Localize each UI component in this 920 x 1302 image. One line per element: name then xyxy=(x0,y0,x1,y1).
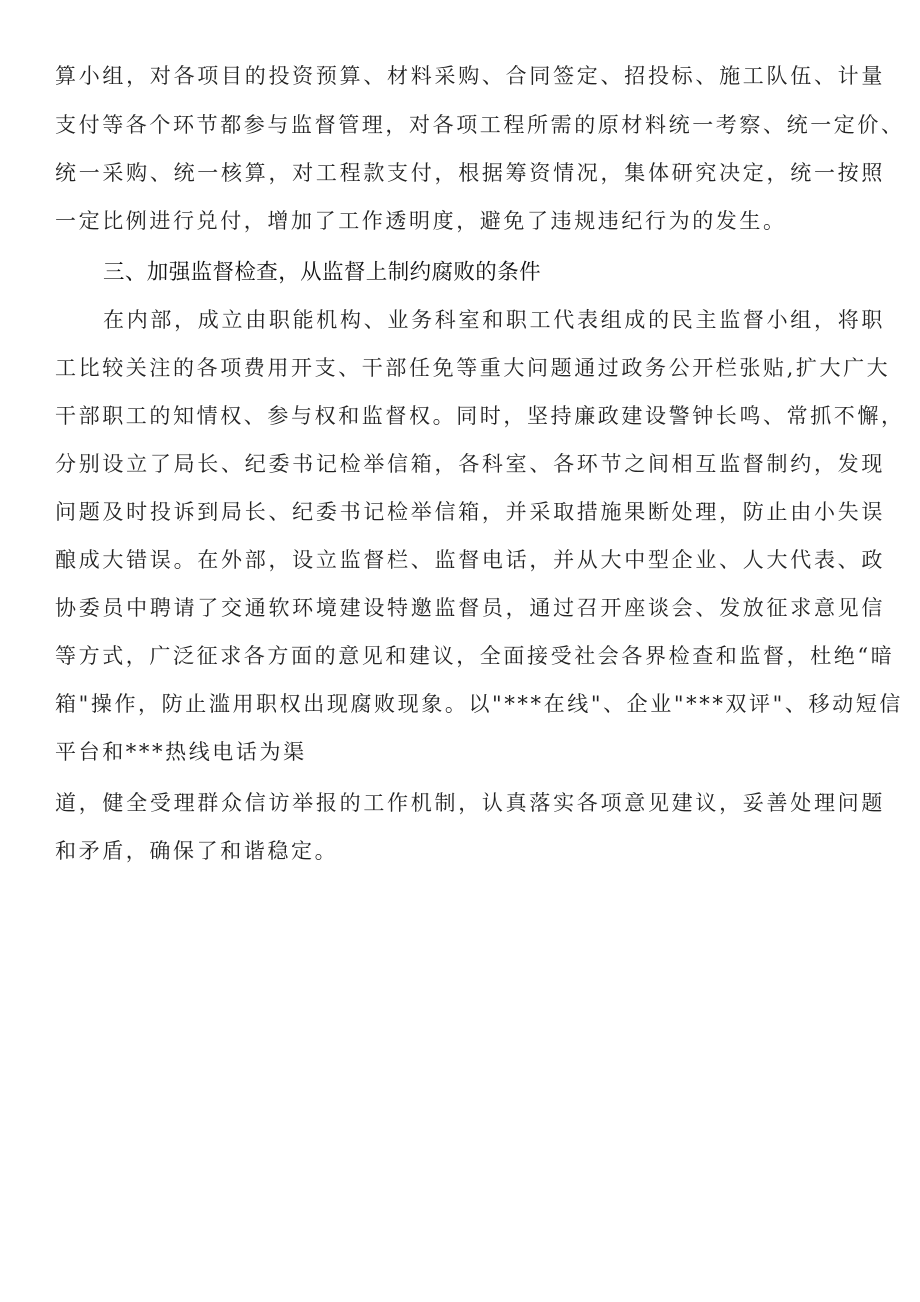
text-line: 平台和***热线电话为渠 xyxy=(55,740,307,764)
text-line: 统一采购、统一核算，对工程款支付，根据筹资情况，集体研究决定，统一按照 xyxy=(55,161,885,185)
text-line: 道，健全受理群众信访举报的工作机制，认真落实各项意见建议，妥善处理问题 xyxy=(55,791,885,815)
text-line: 在内部，成立由职能机构、业务科室和职工代表组成的民主监督小组，将职 xyxy=(103,308,885,332)
text-line: 干部职工的知情权、参与权和监督权。同时，坚持廉政建设警钟长鸣、常抓不懈， xyxy=(55,404,905,428)
text-line: 分别设立了局长、纪委书记检举信箱，各科室、各环节之间相互监督制约，发现 xyxy=(55,452,885,476)
text-line: 一定比例进行兑付，增加了工作透明度，避免了违规违纪行为的发生。 xyxy=(55,209,787,233)
text-line: 算小组，对各项目的投资预算、材料采购、合同签定、招投标、施工队伍、计量 xyxy=(55,64,885,88)
section-heading: 三、加强监督检查，从监督上制约腐败的条件 xyxy=(103,260,542,285)
text-line: 等方式，广泛征求各方面的意见和建议，全面接受社会各界检查和监督，杜绝“暗 xyxy=(55,644,895,668)
text-line: 箱"操作，防止滥用职权出现腐败现象。以"***在线"、企业"***双评"、移动短信 xyxy=(55,692,903,716)
text-line: 和矛盾，确保了和谐稳定。 xyxy=(55,839,339,863)
text-line: 支付等各个环节都参与监督管理，对各项工程所需的原材料统一考察、统一定价、 xyxy=(55,113,905,137)
text-line: 协委员中聘请了交通软环境建设特邀监督员，通过召开座谈会、发放征求意见信 xyxy=(55,596,885,620)
text-line: 酿成大错误。在外部，设立监督栏、监督电话，并从大中型企业、人大代表、政 xyxy=(55,548,885,572)
text-line: 工比较关注的各项费用开支、干部任免等重大问题通过政务公开栏张贴,扩大广大 xyxy=(55,356,891,380)
text-line: 问题及时投诉到局长、纪委书记检举信箱，并采取措施果断处理，防止由小失误 xyxy=(55,500,885,524)
